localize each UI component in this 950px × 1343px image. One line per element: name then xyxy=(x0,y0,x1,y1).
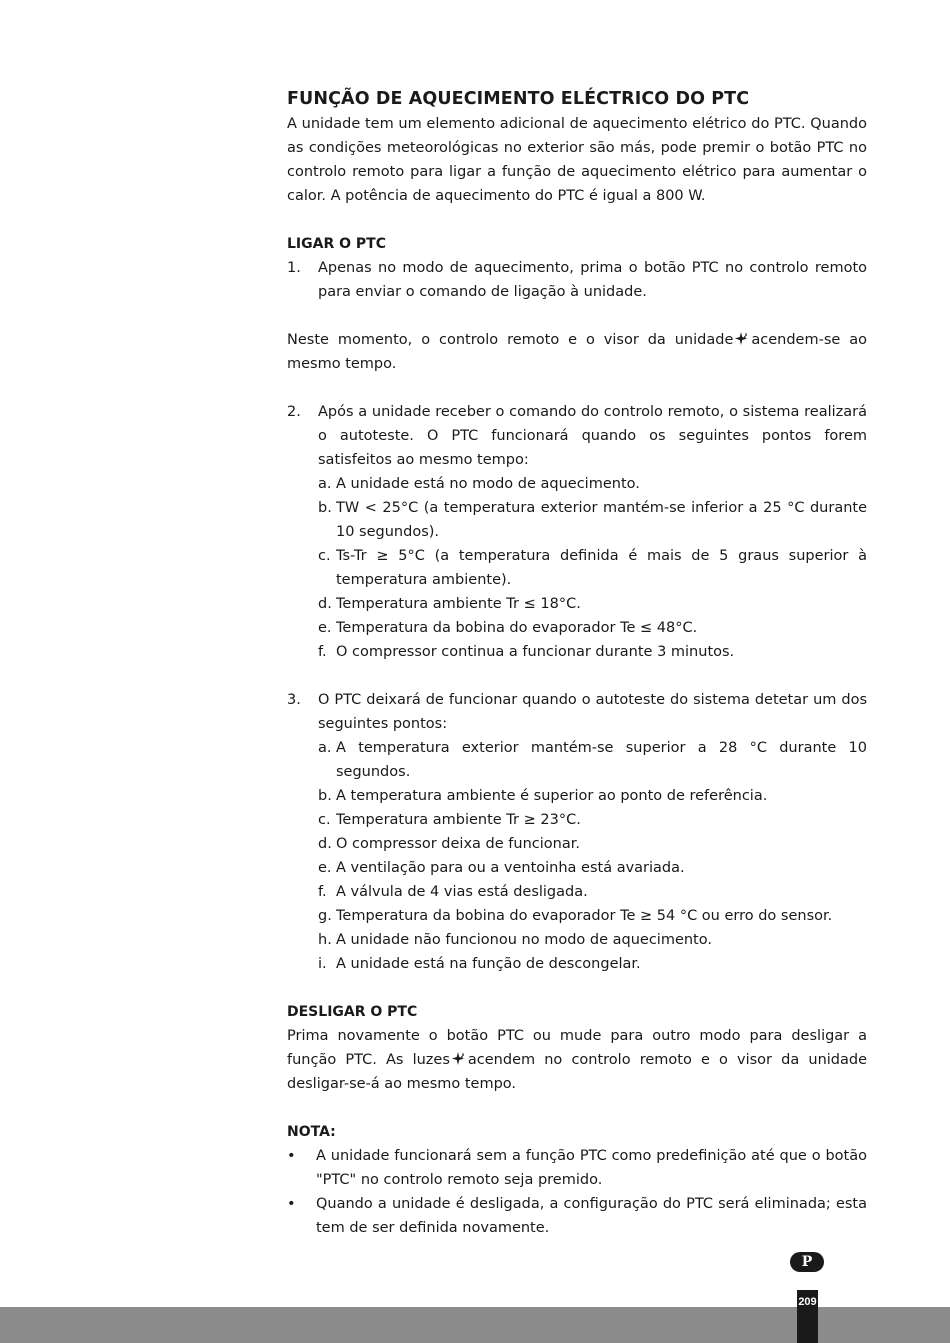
condition-item xyxy=(318,952,867,976)
step-text: O PTC deixará de funcionar quando o autoteste do sistema detetar um dos seguintes pontos: xyxy=(318,692,867,732)
desligar-heading: DESLIGAR O PTC xyxy=(287,1004,418,1020)
nota-text: A unidade funcionará sem a função PTC como predefinição até que o botão "PTC" no controlo remoto seja premido. xyxy=(316,1148,867,1188)
condition-item xyxy=(318,784,867,808)
page-number: 209 xyxy=(797,1290,818,1343)
condition-letter: e. xyxy=(318,620,332,636)
condition-item xyxy=(318,904,867,928)
step-1 xyxy=(287,256,867,304)
step-2 xyxy=(287,400,867,472)
nota-item xyxy=(287,1144,867,1192)
condition-item xyxy=(318,856,867,880)
language-badge: P xyxy=(790,1252,824,1272)
condition-text: A unidade não funcionou no modo de aquecimento. xyxy=(336,932,712,948)
condition-letter: d. xyxy=(318,836,332,852)
condition-text: A temperatura ambiente é superior ao ponto de referência. xyxy=(336,788,768,804)
condition-item xyxy=(318,640,867,664)
condition-letter: f. xyxy=(318,644,327,660)
condition-letter: c. xyxy=(318,812,331,828)
condition-text: O compressor deixa de funcionar. xyxy=(336,836,580,852)
condition-letter: a. xyxy=(318,740,332,756)
condition-item xyxy=(318,736,867,784)
desligar-text-before: Prima novamente o botão PTC ou mude para outro modo para desligar a função PTC. As luzes xyxy=(287,1028,867,1068)
intro-paragraph: A unidade tem um elemento adicional de aquecimento elétrico do PTC. Quando as condições meteorológicas no exterior são más, pode premir o botão PTC no controlo remoto para ligar a função de aquecimento elétrico para aumentar o calor. A potência de aquecimento do PTC é igual a 800 W. xyxy=(287,116,867,204)
moment-text-before: Neste momento, o controlo remoto e o visor da unidade xyxy=(287,332,734,348)
condition-item xyxy=(318,616,867,640)
ptc-heat-icon xyxy=(735,332,748,346)
step-number: 1. xyxy=(287,260,301,276)
ptc-heat-icon xyxy=(452,1052,465,1066)
condition-text: A ventilação para ou a ventoinha está avariada. xyxy=(336,860,685,876)
condition-text: TW < 25°C (a temperatura exterior mantém-se inferior a 25 °C durante 10 segundos). xyxy=(336,500,867,540)
step-number: 3. xyxy=(287,692,301,708)
step-text: Apenas no modo de aquecimento, prima o botão PTC no controlo remoto para enviar o comando de ligação à unidade. xyxy=(318,260,867,300)
condition-letter: f. xyxy=(318,884,327,900)
condition-text: A temperatura exterior mantém-se superior a 28 °C durante 10 segundos. xyxy=(336,740,867,780)
condition-item xyxy=(318,832,867,856)
condition-text: A unidade está no modo de aquecimento. xyxy=(336,476,640,492)
condition-letter: a. xyxy=(318,476,332,492)
page-title: FUNÇÃO DE AQUECIMENTO ELÉCTRICO DO PTC xyxy=(287,89,750,109)
condition-text: A válvula de 4 vias está desligada. xyxy=(336,884,588,900)
bullet: • xyxy=(287,1148,296,1164)
document-body xyxy=(287,86,867,1240)
condition-letter: b. xyxy=(318,788,332,804)
nota-heading: NOTA: xyxy=(287,1124,336,1140)
condition-item xyxy=(318,544,867,592)
condition-letter: b. xyxy=(318,500,332,516)
condition-text: Ts-Tr ≥ 5°C (a temperatura definida é mais de 5 graus superior à temperatura ambiente). xyxy=(336,548,867,588)
desligar-text-after: acendem no controlo remoto e o visor da unidade desligar-se-á ao mesmo tempo. xyxy=(287,1052,867,1092)
condition-item xyxy=(318,496,867,544)
desligar-paragraph xyxy=(287,1024,867,1096)
step-3-conditions xyxy=(318,736,867,976)
condition-item xyxy=(318,808,867,832)
bullet: • xyxy=(287,1196,296,1212)
condition-letter: d. xyxy=(318,596,332,612)
step-number: 2. xyxy=(287,404,301,420)
condition-letter: e. xyxy=(318,860,332,876)
step-text: Após a unidade receber o comando do controlo remoto, o sistema realizará o autoteste. O PTC funcionará quando os seguintes pontos forem satisfeitos ao mesmo tempo: xyxy=(318,404,867,468)
condition-letter: h. xyxy=(318,932,332,948)
moment-paragraph xyxy=(287,328,867,376)
condition-letter: g. xyxy=(318,908,332,924)
condition-text: Temperatura da bobina do evaporador Te ≤ 48°C. xyxy=(336,620,698,636)
nota-text: Quando a unidade é desligada, a configuração do PTC será eliminada; esta tem de ser definida novamente. xyxy=(316,1196,867,1236)
moment-text-after: acendem-se ao mesmo tempo. xyxy=(287,332,867,372)
condition-text: Temperatura ambiente Tr ≥ 23°C. xyxy=(336,812,581,828)
condition-item xyxy=(318,592,867,616)
condition-item xyxy=(318,880,867,904)
condition-item xyxy=(318,928,867,952)
step-2-conditions xyxy=(318,472,867,664)
condition-item xyxy=(318,472,867,496)
nota-item xyxy=(287,1192,867,1240)
condition-letter: c. xyxy=(318,548,331,564)
condition-text: A unidade está na função de descongelar. xyxy=(336,956,641,972)
condition-text: O compressor continua a funcionar durante 3 minutos. xyxy=(336,644,735,660)
condition-letter: i. xyxy=(318,956,327,972)
condition-text: Temperatura ambiente Tr ≤ 18°C. xyxy=(336,596,581,612)
condition-text: Temperatura da bobina do evaporador Te ≥ 54 °C ou erro do sensor. xyxy=(336,908,833,924)
ligar-heading: LIGAR O PTC xyxy=(287,236,386,252)
step-3 xyxy=(287,688,867,736)
